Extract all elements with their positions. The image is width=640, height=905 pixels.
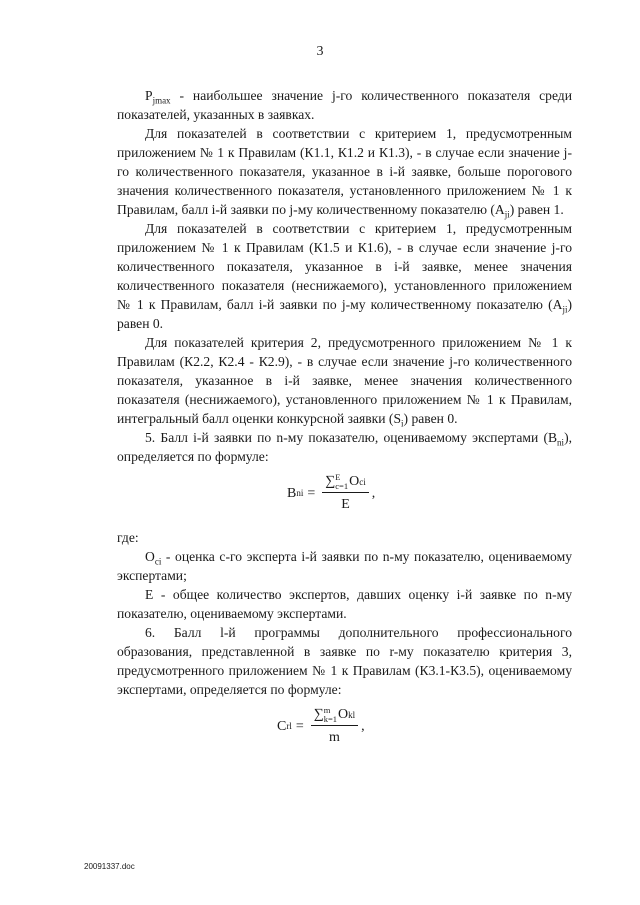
fraction: ∑ m k=1 O kl m xyxy=(311,705,358,747)
paragraph-criterion1-a: Для показателей в соответствии с критерием 1, предусмотренным приложением № 1 к Правилам (К1.1, К1.2 и К1.3), - в случае если значение j-го количественного показателя, указанное в i-й заявке, больше порогового значения количественного показателя, установленного приложением № 1 к Правилам, балл i-й заявки по j-му количественному показателю $(A_{ji})$ равен 1. xyxy=(117,126,572,220)
definition-e: E - общее количество экспертов, давших оценку i-й заявке по n-му показателю, оцениваемому экспертами. xyxy=(117,587,572,621)
sum-sign: ∑ xyxy=(313,707,324,722)
formula-bni: B ni = ∑ E c=1 O ci E , xyxy=(287,471,376,512)
document-body xyxy=(117,86,572,769)
formula-crl: C rl = ∑ m k=1 O kl m , xyxy=(277,704,365,745)
sum-sign: ∑ xyxy=(325,474,336,489)
paragraph-pjmax: $P_{jmax}$ - наибольшее значение j-го количественного показателя среди показателей, указанных в заявках. xyxy=(117,88,572,122)
fraction: ∑ E c=1 O ci E xyxy=(322,472,368,514)
paragraph-criterion2: Для показателей критерия 2, предусмотренного приложением № 1 к Правилам (К2.2, К2.4 - К2.9), - в случае если значение j-го количественного показателя, указанное в i-й заявке, менее значения количественного показателя (неснижаемого), установленного приложением № 1 к Правилам, интегральный балл оценки конкурсной заявки $(S_i)$ равен 0. xyxy=(117,335,572,429)
paragraph-item5: 5. Балл i-й заявки по n-му показателю, оцениваемому экспертами $(B_{ni})$, определяется по формуле: xyxy=(117,430,572,464)
paragraph-criterion1-b: Для показателей в соответствии с критерием 1, предусмотренным приложением № 1 к Правилам (К1.5 и К1.6), - в случае если значение j-го количественного показателя, указанное в i-й заявке, менее значения количественного показателя (неснижаемого), установленного приложением № 1 к Правилам, балл i-й заявки по j-му количественному показателю $(A_{ji})$ равен 0. xyxy=(117,221,572,331)
footer-filename: 20091337.doc xyxy=(84,862,135,871)
definition-oci: $O_{ci}$ - оценка c-го эксперта i-й заявки по n-му показателю, оцениваемому экспертами; xyxy=(117,549,572,583)
paragraph-item6: 6. Балл l-й программы дополнительного профессионального образования, представленной в заявке по r-му показателю критерия 3, предусмотренного приложением № 1 к Правилам (К3.1-К3.5), оцениваемому экспертами, определяется по формуле: xyxy=(117,625,572,697)
page-number: 3 xyxy=(316,44,324,59)
where-label: где: xyxy=(117,530,139,545)
